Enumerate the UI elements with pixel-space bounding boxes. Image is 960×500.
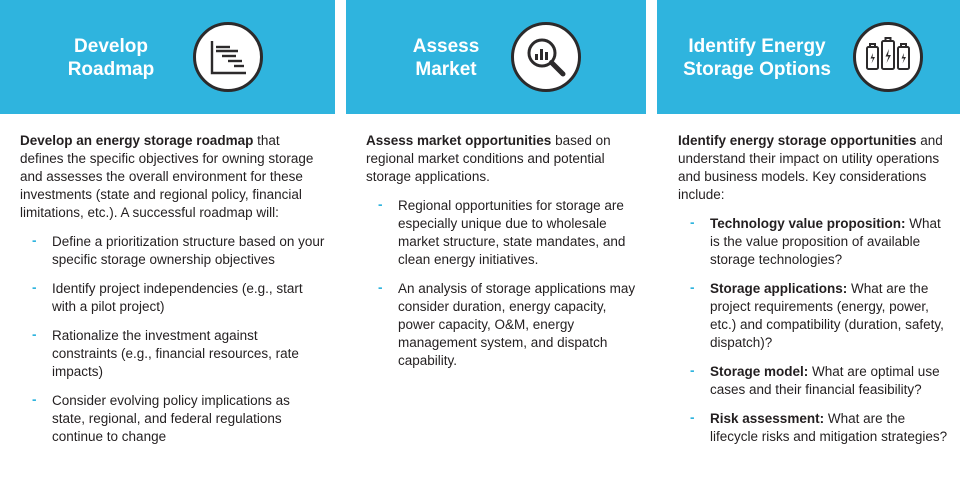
banner-title (667, 35, 847, 81)
list-item: - Identify project independencies (e.g., start with a pilot project) (40, 280, 325, 316)
item-lead: Storage model: (710, 364, 809, 379)
intro-paragraph (20, 132, 325, 222)
column-develop-roadmap (0, 0, 335, 500)
column-body (366, 132, 636, 381)
intro-paragraph (366, 132, 636, 186)
batteries-icon (853, 22, 923, 92)
title-line-1: Identify Energy (688, 36, 826, 57)
title-line-2: Storage Options (683, 59, 831, 80)
intro-bold: Assess market opportunities (366, 133, 552, 148)
title-line-2: Roadmap (67, 59, 155, 80)
item-lead: Technology value proposition: (710, 216, 906, 231)
list-item: - Define a prioritization structure based on your specific storage ownership objectives (40, 233, 325, 269)
column-identify-options (657, 0, 960, 500)
banner (657, 0, 960, 114)
item-text: What are the lifecycle risks and mitigation strategies? (710, 411, 948, 444)
title-line-2: Market (415, 59, 477, 80)
banner (346, 0, 646, 114)
item-lead: Risk assessment: (710, 411, 825, 426)
list-item (698, 280, 950, 352)
list-item: - An analysis of storage applications may consider duration, energy capacity, power capacity, O&M, energy management system, and dispatch capability. (386, 280, 636, 370)
bullet-list (366, 197, 636, 370)
intro-bold: Develop an energy storage roadmap (20, 133, 254, 148)
intro-text: and understand their impact on utility operations and business models. Key considerations include: (678, 133, 943, 202)
column-assess-market (346, 0, 646, 500)
column-body (678, 132, 950, 457)
list-item: - Regional opportunities for storage are especially unique due to wholesale market structure, state mandates, and clean energy initiatives. (386, 197, 636, 269)
banner (0, 0, 335, 114)
item-text: What are the project requirements (energy, power, etc.) and compatibility (duration, safety, dispatch)? (710, 281, 944, 350)
magnifier-chart-icon (511, 22, 581, 92)
banner-title (48, 35, 174, 81)
gantt-chart-icon (193, 22, 263, 92)
title-line-1: Develop (74, 36, 148, 57)
item-text: What are optimal use cases and their financial feasibility? (710, 364, 940, 397)
intro-text: based on regional market conditions and potential storage applications. (366, 133, 611, 184)
bullet-list (20, 233, 325, 446)
intro-text: that defines the specific objectives for owning storage and assesses the overall environment for these investments (state and regional policy, financial limitations, etc.). A successful roadmap will: (20, 133, 314, 220)
intro-paragraph (678, 132, 950, 204)
intro-bold: Identify energy storage opportunities (678, 133, 917, 148)
column-body (20, 132, 325, 446)
list-item: - Consider evolving policy implications as state, regional, and federal regulations continue to change (40, 392, 325, 446)
list-item: - Rationalize the investment against constraints (e.g., financial resources, rate impacts) (40, 327, 325, 381)
banner-title (396, 35, 496, 81)
list-item (698, 410, 950, 446)
item-lead: Storage applications: (710, 281, 848, 296)
item-text: What is the value proposition of available storage technologies? (710, 216, 941, 267)
title-line-1: Assess (412, 36, 480, 57)
bullet-list (678, 215, 950, 446)
list-item (698, 363, 950, 399)
list-item (698, 215, 950, 269)
